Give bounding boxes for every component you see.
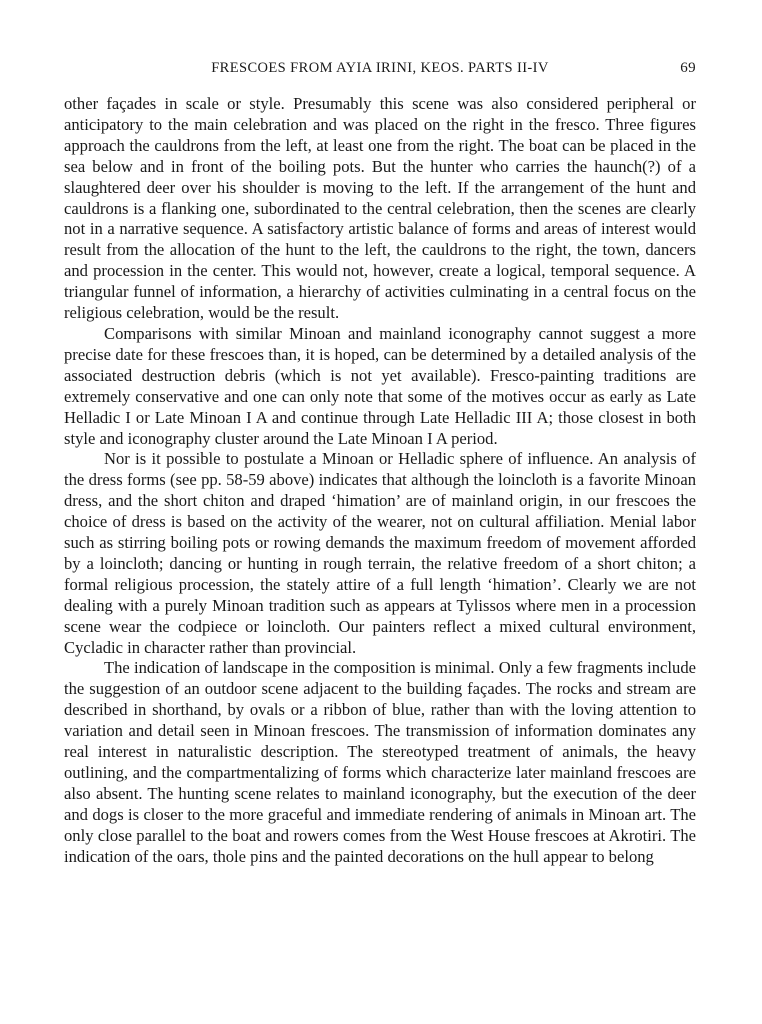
page [64, 56, 696, 868]
page-number: 69 [680, 60, 696, 76]
paragraph-4: The indication of landscape in the composition is minimal. Only a few fragments include the suggestion of an outdoor scene adjacent to the building façades. The rocks and stream are described in shorthand, by ovals or a ribbon of blue, rather than with the loving attention to variation and detail seen in Minoan frescoes. The transmission of information dominates any real interest in naturalistic description. The stereotyped treatment of animals, the heavy outlining, and the compartmentalizing of forms which characterize later mainland frescoes are also absent. The hunting scene relates to mainland iconography, but the execution of the deer and dogs is closer to the more graceful and immediate rendering of animals in Minoan art. The only close parallel to the boat and rowers comes from the West House frescoes at Akrotiri. The indication of the oars, thole pins and the painted decorations on the hull appear to belong [64, 658, 696, 866]
paragraph-3: Nor is it possible to postulate a Minoan or Helladic sphere of influence. An analysis of the dress forms (see pp. 58-59 above) indicates that although the loincloth is a favorite Minoan dress, and the short chiton and draped ‘himation’ are of mainland origin, in our frescoes the choice of dress is based on the activity of the wearer, not on cultural affiliation. Menial labor such as stirring boiling pots or rowing demands the maximum freedom of movement afforded by a loincloth; dancing or hunting in rough terrain, the relative freedom of a short chiton; a formal religious procession, the stately attire of a full length ‘himation’. Clearly we are not dealing with a purely Minoan tradition such as appears at Tylissos where men in a procession scene wear the codpiece or loincloth. Our painters reflect a mixed cultural environment, Cycladic in character rather than provincial. [64, 449, 696, 657]
paragraph-1: other façades in scale or style. Presumably this scene was also considered peripheral or anticipatory to the main celebration and was placed on the right in the fresco. Three figures approach the cauldrons from the left, at least one from the right. The boat can be placed in the sea below and in front of the boiling pots. But the hunter who carries the haunch(?) of a slaughtered deer over his shoulder is moving to the left. If the arrangement of the hunt and cauldrons is a flanking one, subordinated to the central celebration, then the scenes are clearly not in a narrative sequence. A satisfactory artistic balance of forms and areas of interest would result from the allocation of the hunt to the left, the cauldrons to the right, the town, dancers and procession in the center. This would not, however, create a logical, temporal sequence. A triangular funnel of information, a hierarchy of activities culminating in a central focus on the religious celebration, would be the result. [64, 94, 696, 323]
body-text [64, 94, 696, 868]
running-title: FRESCOES FROM AYIA IRINI, KEOS. PARTS II-IV [211, 60, 549, 76]
page-header [64, 56, 696, 82]
paragraph-2: Comparisons with similar Minoan and mainland iconography cannot suggest a more precise date for these frescoes than, it is hoped, can be determined by a detailed analysis of the associated destruction debris (which is not yet available). Fresco-painting traditions are extremely conservative and one can only note that some of the motives occur as early as Late Helladic I or Late Minoan I A and continue through Late Helladic III A; those closest in both style and iconography cluster around the Late Minoan I A period. [64, 323, 696, 448]
